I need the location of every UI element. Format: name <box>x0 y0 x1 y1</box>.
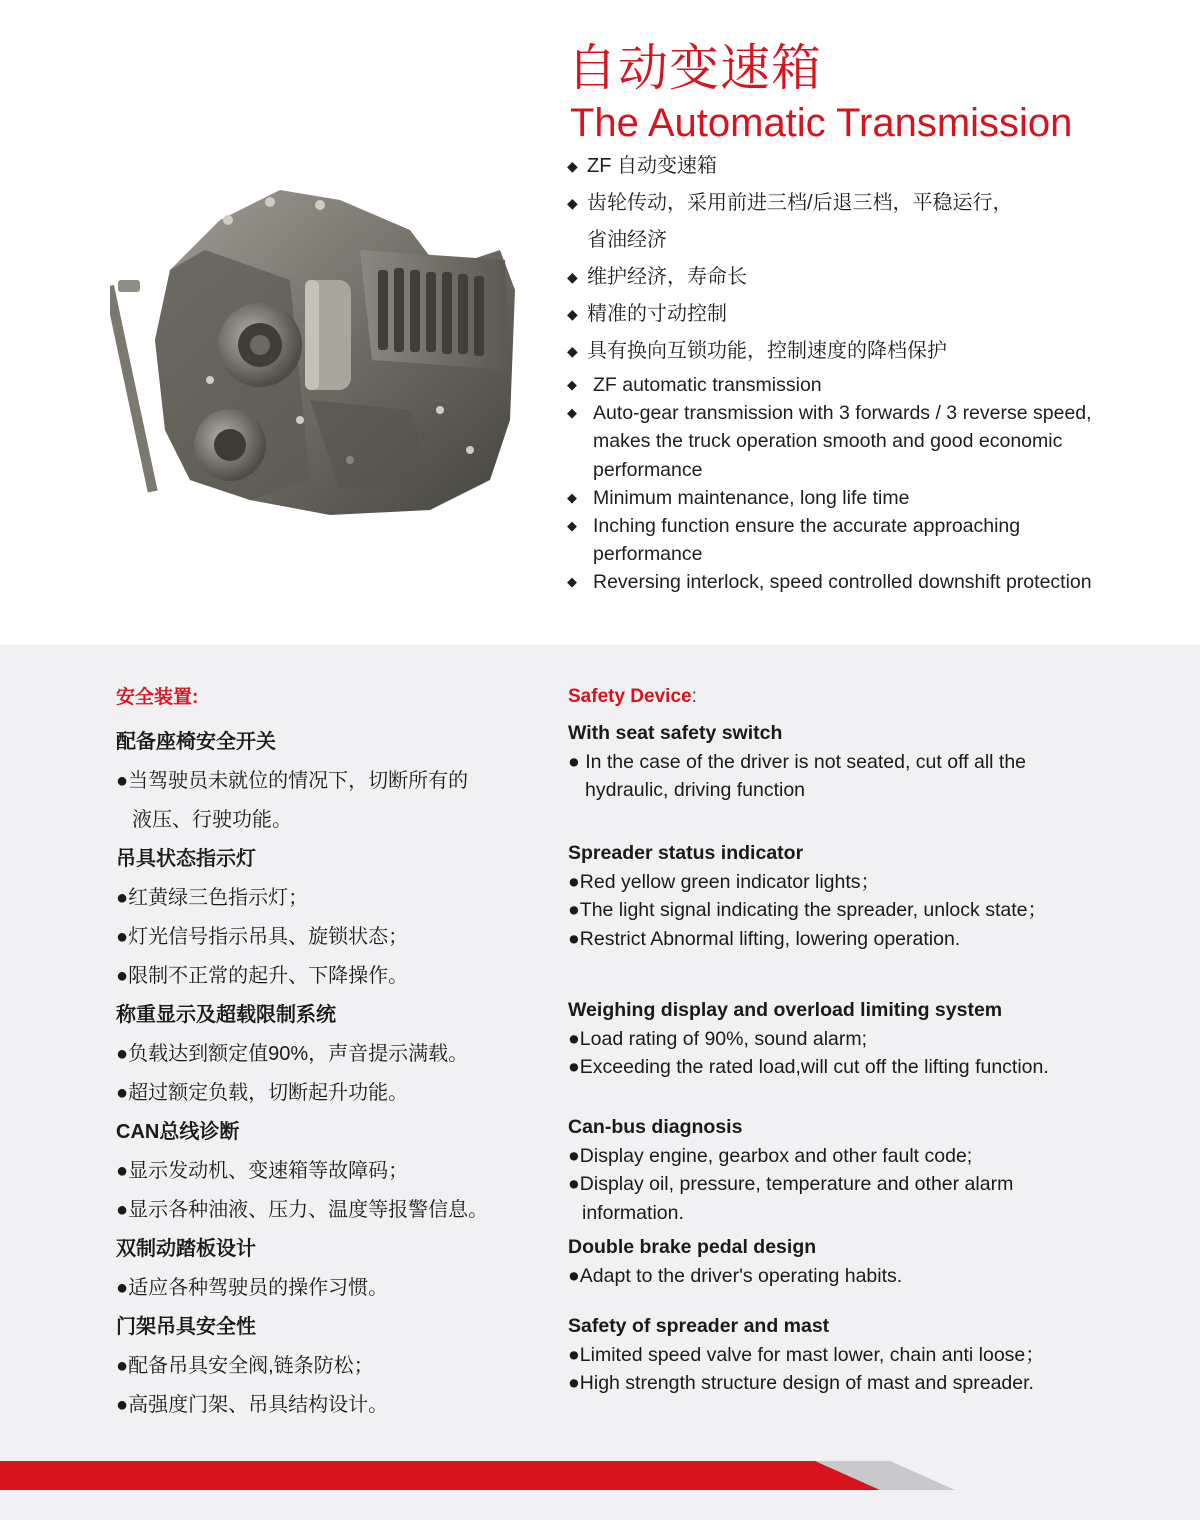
diamond-bullet-icon: ◆ <box>567 489 577 505</box>
feature-cn-3: ◆ 维护经济，寿命长 <box>567 259 1127 296</box>
diamond-bullet-icon: ◆ <box>567 574 577 590</box>
title-en: The Automatic Transmission <box>570 101 1073 145</box>
title-cn: 自动变速箱 <box>567 40 822 96</box>
safety-en-column <box>568 683 1128 1398</box>
safety-cn-item: ●适应各种驾驶员的操作习惯。 <box>116 1277 389 1299</box>
safety-cn-heading-2: 吊具状态指示灯 <box>116 848 256 870</box>
feature-en-2: ◆ Auto-gear transmission with 3 forwards / 3 reverse speed, makes the truck operation smooth and good economic performance <box>567 399 1127 484</box>
safety-cn-heading-6: 门架吊具安全性 <box>116 1316 256 1338</box>
safety-en-section-3 <box>568 996 1128 1113</box>
safety-en-heading: Double brake pedal design <box>568 1236 817 1258</box>
safety-cn-heading-4: CAN总线诊断 <box>116 1121 240 1143</box>
diamond-bullet-icon: ◆ <box>567 518 577 534</box>
safety-cn-item: ●显示发动机、变速箱等故障码； <box>116 1160 409 1182</box>
safety-en-item: ●Limited speed valve for mast lower, chain anti loose； <box>568 1343 1045 1366</box>
safety-cn-item: ●限制不正常的起升、下降操作。 <box>116 965 409 987</box>
safety-en-item: ●Adapt to the driver's operating habits. <box>568 1264 903 1287</box>
feature-en-3: ◆ Minimum maintenance, long life time <box>567 484 1127 512</box>
safety-cn-item: 液压、行驶功能。 <box>132 809 292 831</box>
safety-cn-item: ●红黄绿三色指示灯； <box>116 887 309 909</box>
transmission-image <box>110 180 530 520</box>
feature-en-5: ◆ Reversing interlock, speed controlled downshift protection <box>567 568 1127 596</box>
feature-cn-4: ◆ 精准的寸动控制 <box>567 296 1127 333</box>
safety-en-item: ●Load rating of 90%, sound alarm; <box>568 1027 868 1050</box>
feature-list-cn <box>567 148 1127 370</box>
diamond-bullet-icon: ◆ <box>567 343 578 359</box>
safety-cn-item: ●当驾驶员未就位的情况下，切断所有的 <box>116 770 469 792</box>
diamond-bullet-icon: ◆ <box>567 269 578 285</box>
safety-en-item: ●Display engine, gearbox and other fault code; <box>568 1144 973 1167</box>
feature-cn-2: ◆ 齿轮传动，采用前进三档/后退三档，平稳运行， <box>567 185 1127 222</box>
safety-en-item: information. <box>582 1201 684 1224</box>
feature-en-4: ◆ Inching function ensure the accurate approaching performance <box>567 512 1127 568</box>
diamond-bullet-icon: ◆ <box>567 158 578 174</box>
diamond-bullet-icon: ◆ <box>567 306 578 322</box>
safety-en-section-2 <box>568 839 1128 996</box>
diamond-bullet-icon: ◆ <box>567 195 578 211</box>
safety-en-heading: Can-bus diagnosis <box>568 1116 743 1138</box>
safety-en-heading: Weighing display and overload limiting system <box>568 999 1003 1021</box>
safety-en-heading: Spreader status indicator <box>568 842 804 864</box>
safety-cn-heading-1: 配备座椅安全开关 <box>116 731 276 753</box>
safety-cn-item: ●灯光信号指示吊具、旋锁状态； <box>116 926 409 948</box>
safety-cn-item: ●显示各种油液、压力、温度等报警信息。 <box>116 1199 489 1221</box>
safety-en-section-1 <box>568 719 1128 839</box>
safety-en-section-4 <box>568 1113 1128 1233</box>
safety-en-item: ● In the case of the driver is not seated, cut off all the <box>568 750 1027 773</box>
decorative-stripe <box>0 1461 1200 1490</box>
safety-cn-item: ●配备吊具安全阀,链条防松； <box>116 1355 374 1377</box>
safety-title-en: Safety Device: <box>568 686 697 707</box>
safety-en-item: ●Display oil, pressure, temperature and other alarm <box>568 1173 1014 1195</box>
safety-en-section-5 <box>568 1233 1128 1312</box>
safety-en-item: ●Exceeding the rated load,will cut off the lifting function. <box>568 1056 1049 1078</box>
feature-list-en <box>567 371 1127 597</box>
safety-cn-item: ●超过额定负载，切断起升功能。 <box>116 1082 409 1104</box>
feature-cn-2-cont: 省油经济 <box>587 229 667 251</box>
diamond-bullet-icon: ◆ <box>567 377 577 392</box>
safety-cn-item: ●高强度门架、吊具结构设计。 <box>116 1394 389 1416</box>
safety-en-heading: Safety of spreader and mast <box>568 1315 830 1337</box>
diamond-bullet-icon: ◆ <box>567 405 577 421</box>
safety-cn-heading-5: 双制动踏板设计 <box>116 1238 256 1260</box>
safety-en-item: ●Restrict Abnormal lifting, lowering operation. <box>568 927 961 950</box>
safety-cn-column <box>116 683 556 1425</box>
safety-cn-item: ●负载达到额定值90%，声音提示满载。 <box>116 1043 469 1065</box>
feature-cn-5: ◆ 具有换向互锁功能，控制速度的降档保护 <box>567 333 1127 370</box>
safety-en-item: ●The light signal indicating the spreader, unlock state； <box>568 899 1047 921</box>
safety-en-item: ●High strength structure design of mast and spreader. <box>568 1372 1034 1394</box>
safety-en-item: hydraulic, driving function <box>585 779 806 801</box>
safety-en-item: ●Red yellow green indicator lights； <box>568 870 881 893</box>
safety-en-section-6 <box>568 1312 1128 1398</box>
safety-en-heading: With seat safety switch <box>568 722 783 744</box>
feature-en-1: ◆ ZF automatic transmission <box>567 371 1127 399</box>
safety-cn-heading-3: 称重显示及超载限制系统 <box>116 1004 336 1026</box>
feature-cn-1: ◆ ZF 自动变速箱 <box>567 148 1127 185</box>
safety-title-cn: 安全装置: <box>116 687 199 708</box>
